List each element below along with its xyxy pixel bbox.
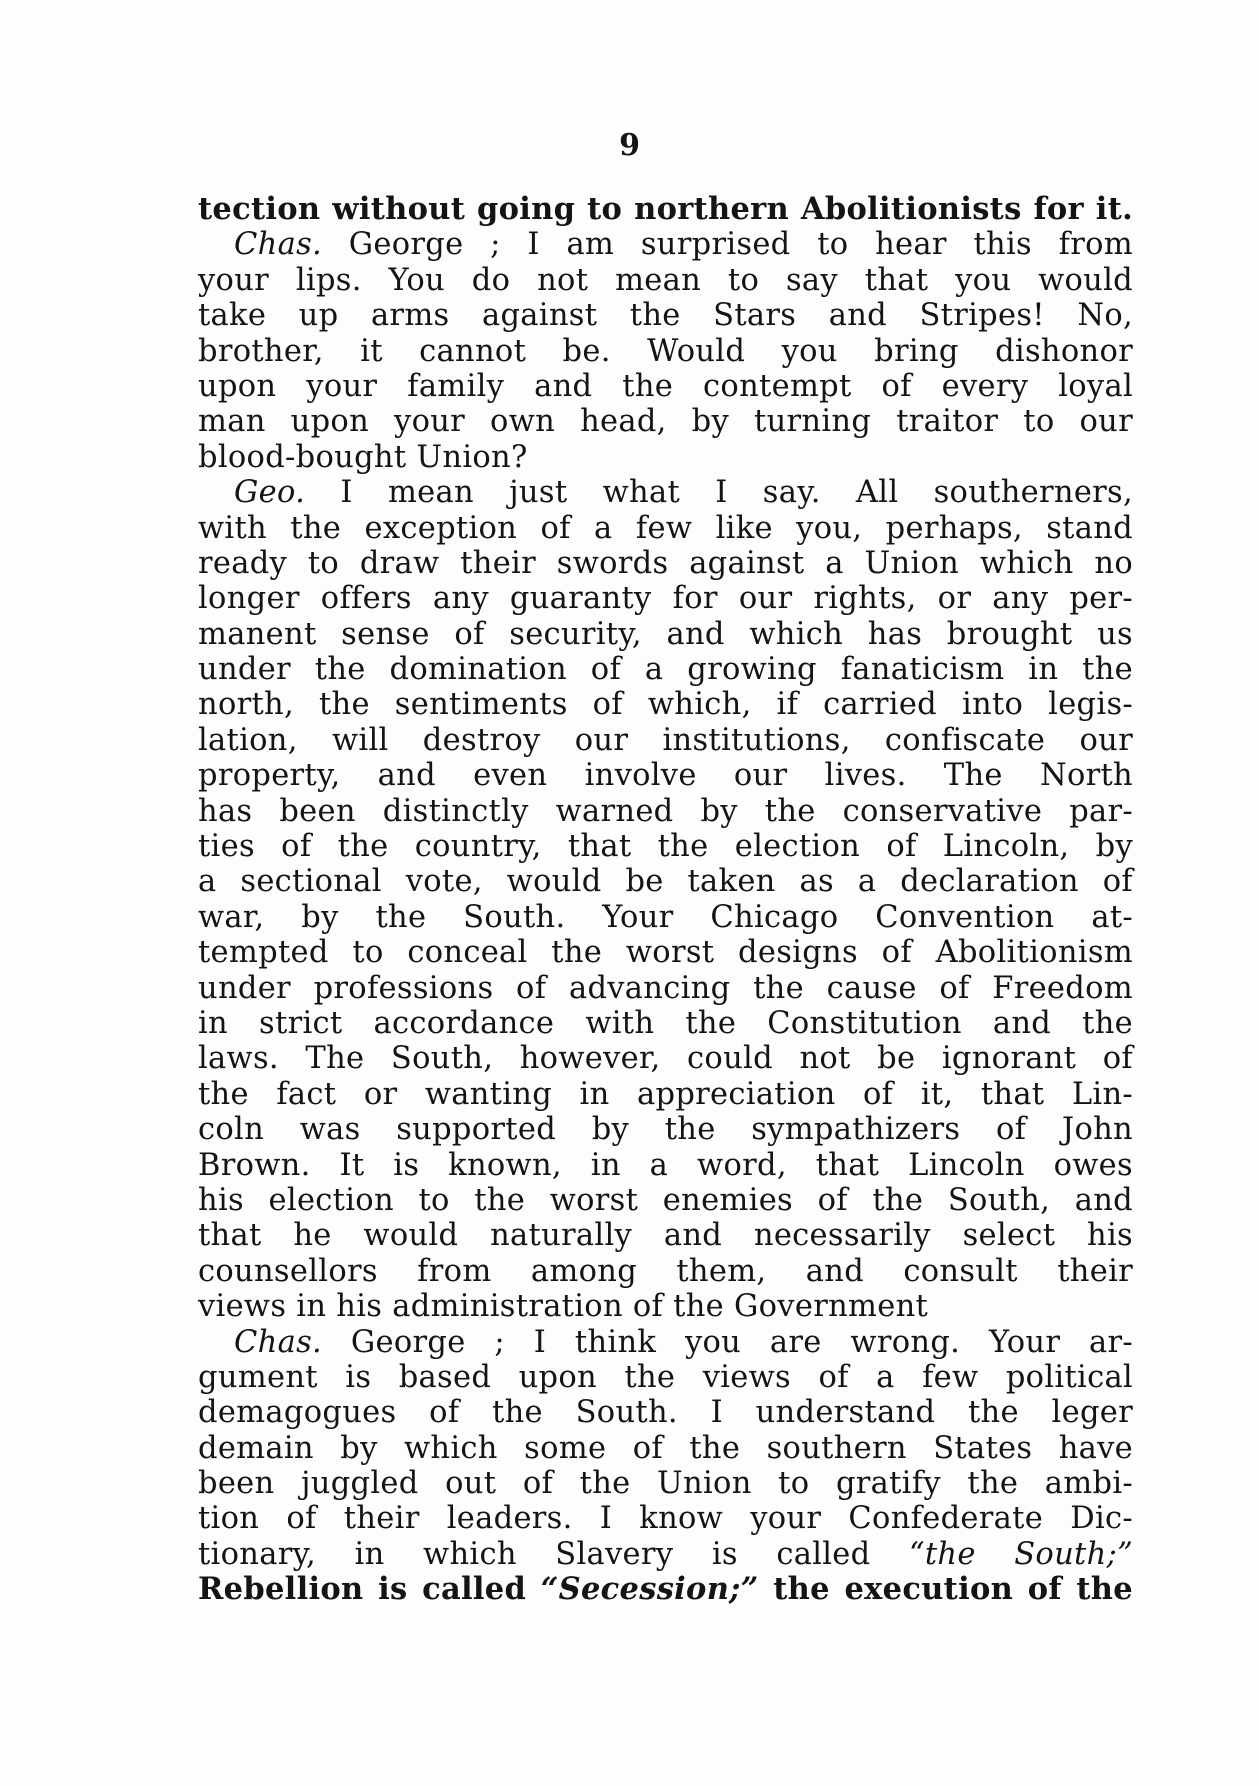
text-line: has been distinctly warned by the conservative par- bbox=[198, 793, 1133, 829]
text-line: war, by the South. Your Chicago Convention at- bbox=[198, 899, 1133, 935]
text-line: tion of their leaders. I know your Confederate Dic- bbox=[198, 1501, 1133, 1537]
text-line: tection without going to northern Abolitionists for it. bbox=[198, 191, 1133, 227]
speaker-label: Chas. bbox=[234, 1324, 323, 1360]
text-line: property, and even involve our lives. The North bbox=[198, 758, 1133, 794]
body-text bbox=[198, 192, 1133, 1608]
text-line: demagogues of the South. I understand the leger bbox=[198, 1395, 1133, 1431]
text-line: Rebellion is called “Secession;” the execution of the bbox=[198, 1571, 1133, 1608]
text-line: upon your family and the contempt of every loyal bbox=[198, 368, 1133, 404]
text-line: been juggled out of the Union to gratify the ambi- bbox=[198, 1466, 1133, 1502]
text-line: manent sense of security, and which has brought us bbox=[198, 616, 1133, 652]
text-line: gument is based upon the views of a few political bbox=[198, 1359, 1133, 1395]
text-line: lation, will destroy our institutions, confiscate our bbox=[198, 722, 1133, 758]
quoted-term: “the South;” bbox=[908, 1536, 1133, 1572]
text-line: Geo. I mean just what I say. All southerners, bbox=[234, 475, 1134, 511]
text-line: brother, it cannot be. Would you bring dishonor bbox=[198, 333, 1133, 369]
text-line: coln was supported by the sympathizers of John bbox=[198, 1112, 1133, 1148]
text-line: a sectional vote, would be taken as a declaration of bbox=[198, 864, 1133, 900]
text-line: views in his administration of the Government bbox=[198, 1289, 929, 1325]
page-number: 9 bbox=[619, 128, 640, 163]
text-line: Brown. It is known, in a word, that Lincoln owes bbox=[198, 1147, 1133, 1183]
text-line: laws. The South, however, could not be ignorant of bbox=[198, 1041, 1133, 1077]
text-line: counsellors from among them, and consult their bbox=[198, 1253, 1133, 1289]
text-line: Chas. George ; I am surprised to hear this from bbox=[234, 227, 1134, 263]
text-line: with the exception of a few like you, perhaps, stand bbox=[198, 510, 1133, 546]
text-line: ready to draw their swords against a Union which no bbox=[198, 545, 1133, 581]
text-line: longer offers any guaranty for our rights, or any per- bbox=[198, 581, 1133, 617]
text-line: take up arms against the Stars and Stripes! No, bbox=[198, 298, 1133, 334]
text-line: ties of the country, that the election of Lincoln, by bbox=[198, 829, 1133, 865]
text-line: tionary, in which Slavery is called “the South;” bbox=[198, 1536, 1133, 1572]
text-line: demain by which some of the southern States have bbox=[198, 1430, 1133, 1466]
text-line: that he would naturally and necessarily select his bbox=[198, 1218, 1133, 1254]
text-line: north, the sentiments of which, if carried into legis- bbox=[198, 687, 1133, 723]
speaker-label: Geo. bbox=[234, 475, 306, 511]
text-line: Chas. George ; I think you are wrong. Your ar- bbox=[234, 1324, 1133, 1360]
text-line: in strict accordance with the Constitution and the bbox=[198, 1005, 1133, 1041]
text-line: under professions of advancing the cause of Freedom bbox=[198, 970, 1133, 1006]
text-line: tempted to conceal the worst designs of Abolitionism bbox=[198, 935, 1133, 971]
text-line: under the domination of a growing fanaticism in the bbox=[198, 652, 1133, 688]
text-line: blood-bought Union? bbox=[198, 439, 528, 475]
text-line: your lips. You do not mean to say that you would bbox=[198, 262, 1133, 298]
text-line: the fact or wanting in appreciation of it, that Lin- bbox=[198, 1076, 1133, 1112]
text-line: his election to the worst enemies of the South, and bbox=[198, 1182, 1133, 1218]
quoted-term: “Secession;” bbox=[540, 1571, 759, 1608]
speaker-label: Chas. bbox=[234, 227, 323, 263]
text-line: man upon your own head, by turning traitor to our bbox=[198, 404, 1133, 440]
